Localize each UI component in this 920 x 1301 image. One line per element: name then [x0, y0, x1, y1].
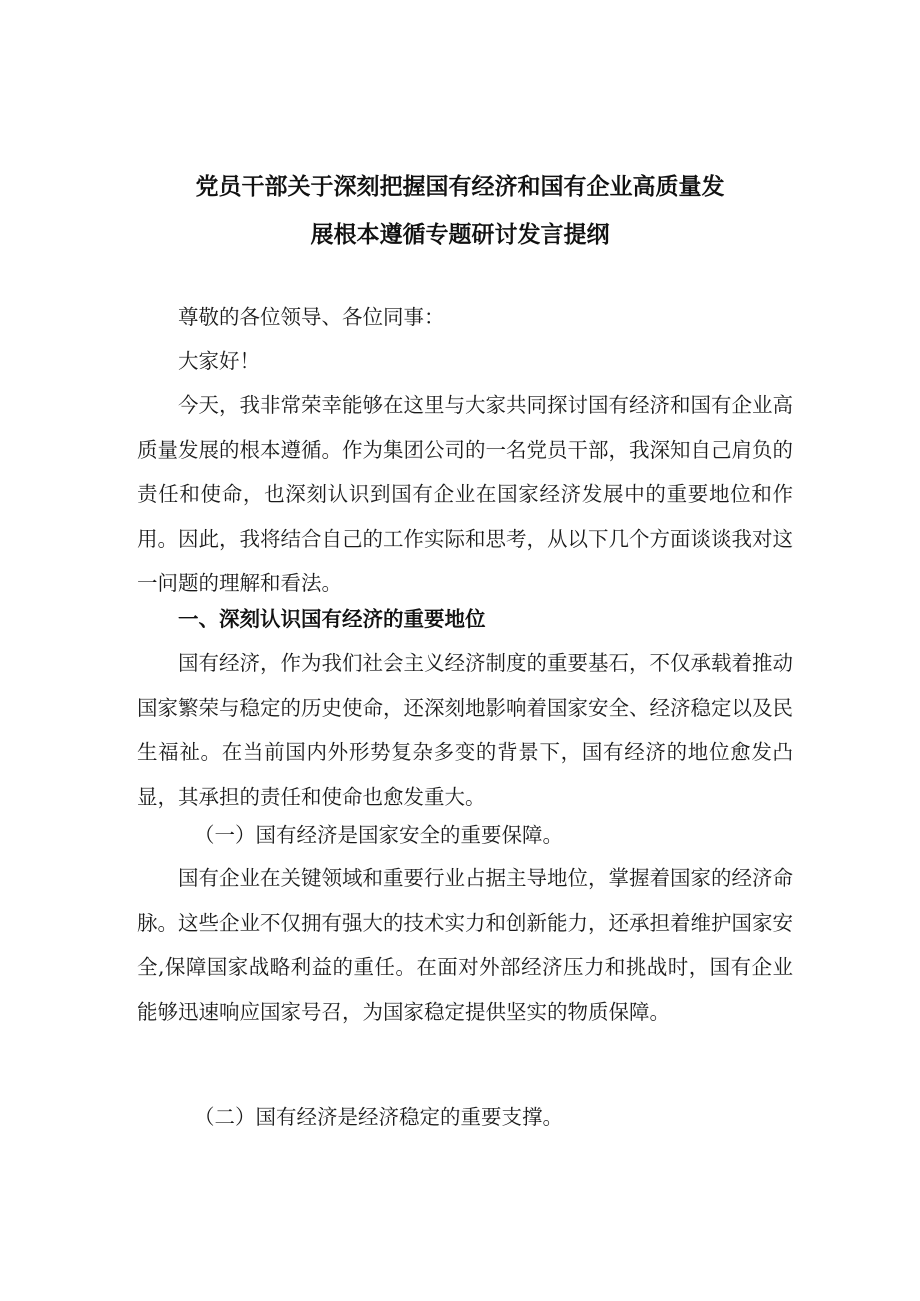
title-line-1: 党员干部关于深刻把握国有经济和国有企业高质量发	[195, 174, 725, 200]
intro-paragraph: 今天，我非常荣幸能够在这里与大家共同探讨国有经济和国有企业高质量发展的根本遵循。作为集团公司的一名党员干部，我深知自己肩负的责任和使命，也深刻认识到国有企业在国家经济发展中的重要地位和作用。因此，我将结合自己的工作实际和思考，从以下几个方面谈谈我对这一问题的理解和看法。	[137, 393, 793, 595]
title-line-2: 展根本遵循专题研讨发言提纲	[310, 222, 610, 248]
section-heading-1: 一、深刻认识国有经济的重要地位	[178, 607, 486, 631]
section-1-paragraph: 国有经济，作为我们社会主义经济制度的重要基石，不仅承载着推动国家繁荣与稳定的历史使命，还深刻地影响着国家安全、经济稳定以及民生福祉。在当前国内外形势复杂多变的背景下，国有经济的地位愈发凸显，其承担的责任和使命也愈发重大。	[137, 651, 793, 809]
document-title	[130, 163, 790, 259]
salutation: 尊敬的各位领导、各位同事：	[178, 305, 445, 329]
subsection-heading-2: （二）国有经济是经济稳定的重要支撑。	[194, 1105, 563, 1129]
subsection-1-paragraph: 国有企业在关键领域和重要行业占据主导地位，掌握着国家的经济命脉。这些企业不仅拥有强大的技术实力和创新能力，还承担着维护国家安全,保障国家战略利益的重任。在面对外部经济压力和挑战时，国有企业能够迅速响应国家号召，为国家稳定提供坚实的物质保障。	[137, 866, 793, 1024]
greeting: 大家好！	[178, 349, 260, 373]
subsection-heading-1: （一）国有经济是国家安全的重要保障。	[194, 823, 563, 847]
